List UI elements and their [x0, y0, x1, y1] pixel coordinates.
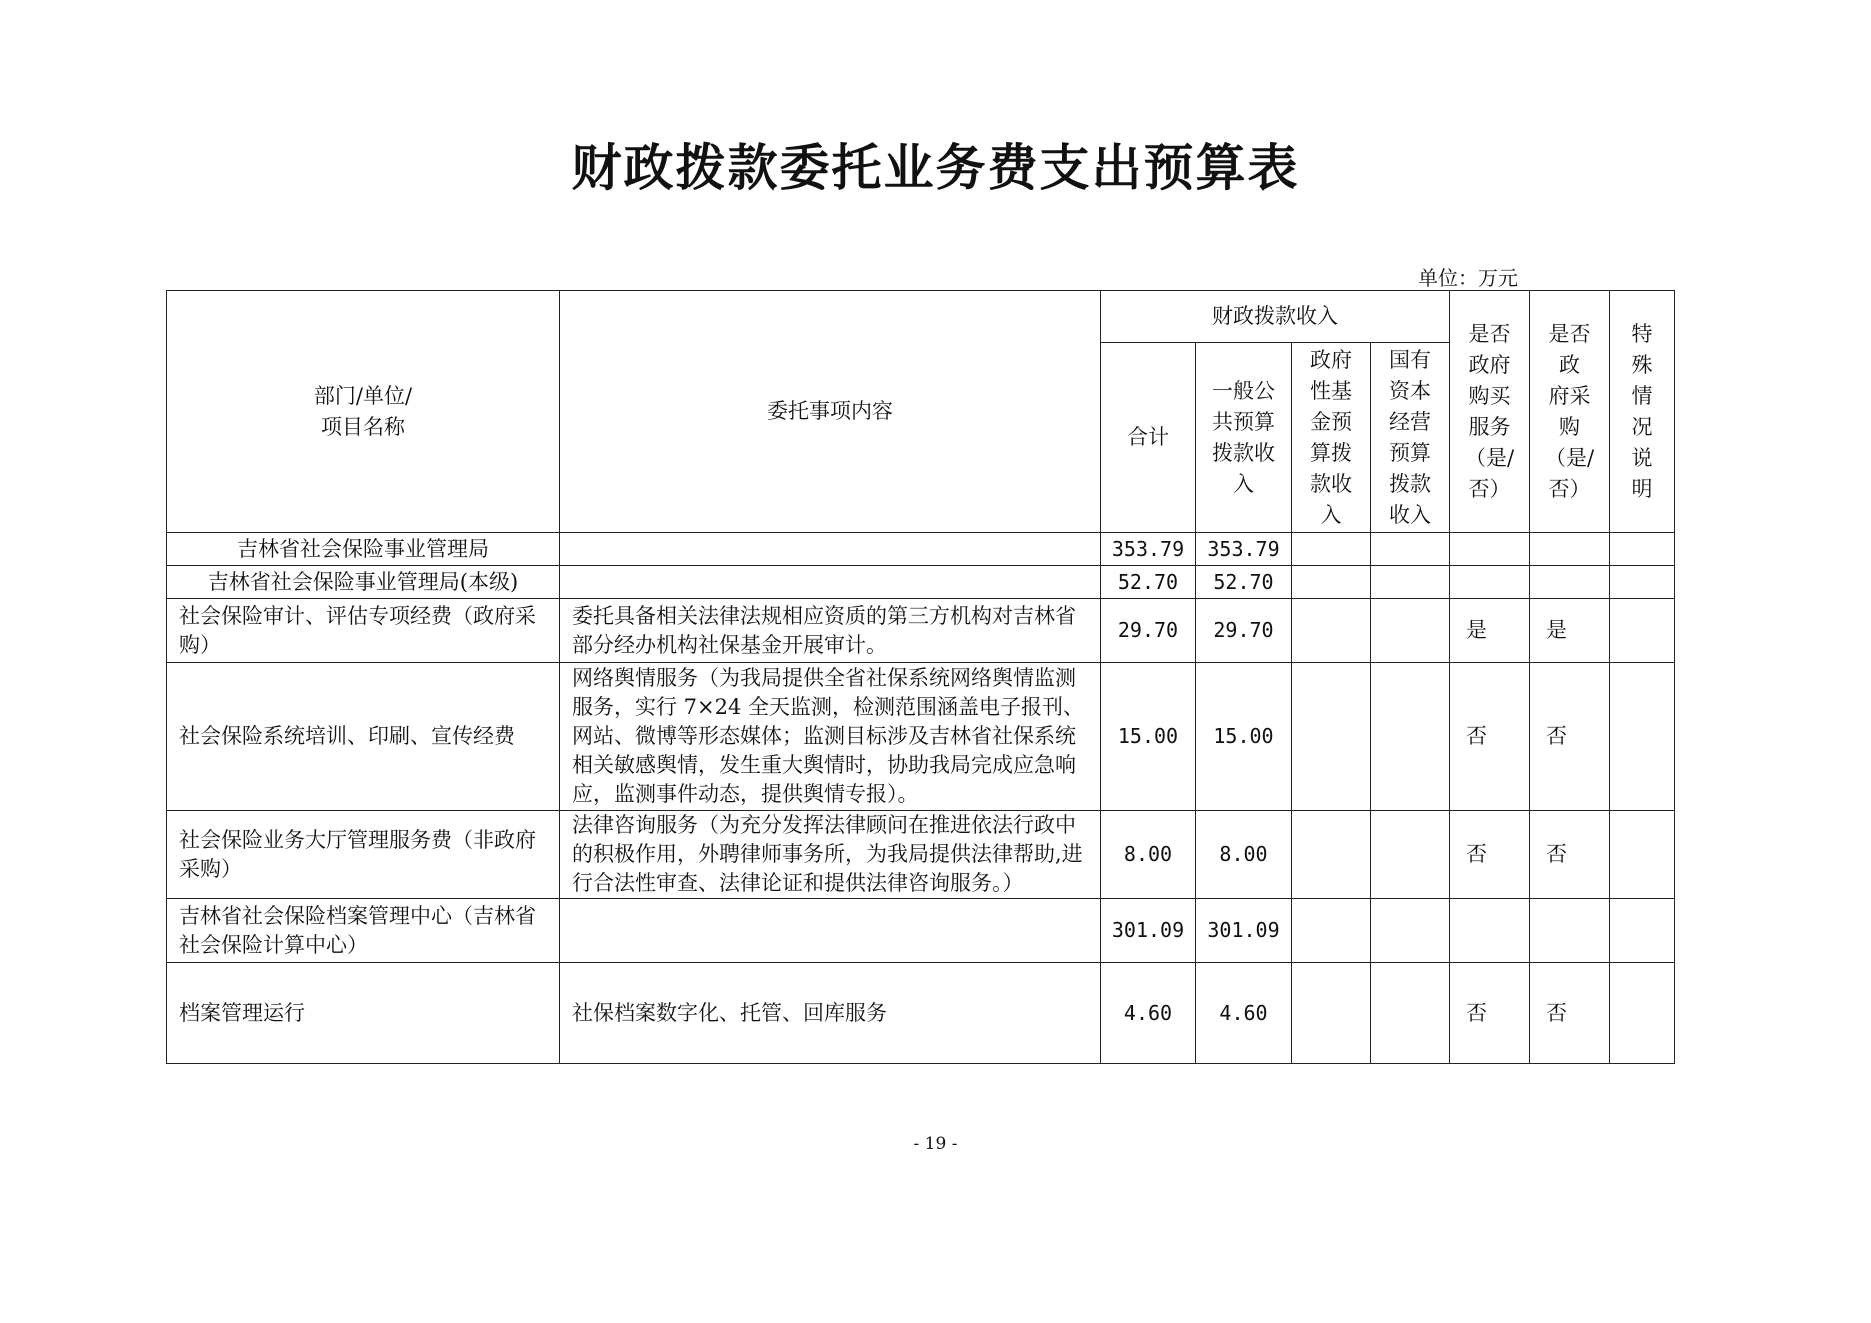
table-row	[167, 899, 1675, 963]
row-procurement	[1530, 899, 1610, 963]
row-general: 301.09	[1196, 899, 1292, 963]
row-content: 网络舆情服务（为我局提供全省社保系统网络舆情监测服务，实行 7×24 全天监测，检测范围涵盖电子报刊、网站、微博等形态媒体；监测目标涉及吉林省社保系统相关敏感舆情，发生重大舆情时，协助我局完成应急响应，监测事件动态，提供舆情专报）。	[560, 663, 1101, 811]
row-general: 15.00	[1196, 663, 1292, 811]
table-row	[167, 533, 1675, 566]
row-content: 社保档案数字化、托管、回库服务	[560, 963, 1101, 1064]
row-procurement: 是	[1530, 599, 1610, 663]
row-content	[560, 899, 1101, 963]
row-gov-fund	[1292, 566, 1371, 599]
row-service	[1450, 533, 1530, 566]
row-gov-fund	[1292, 963, 1371, 1064]
unit-label: 单位：万元	[1418, 266, 1518, 290]
row-state-capital	[1371, 811, 1450, 899]
header-content: 委托事项内容	[560, 291, 1101, 533]
row-general: 353.79	[1196, 533, 1292, 566]
row-state-capital	[1371, 533, 1450, 566]
row-procurement: 否	[1530, 811, 1610, 899]
row-general: 29.70	[1196, 599, 1292, 663]
row-content: 委托具备相关法律法规相应资质的第三方机构对吉林省部分经办机构社保基金开展审计。	[560, 599, 1101, 663]
row-procurement	[1530, 533, 1610, 566]
row-service: 否	[1450, 663, 1530, 811]
row-service: 是	[1450, 599, 1530, 663]
row-special	[1610, 663, 1675, 811]
table-row	[167, 663, 1675, 811]
row-total: 353.79	[1101, 533, 1196, 566]
header-gov-purchase-service: 是否 政府 购买 服务 （是/ 否）	[1450, 291, 1530, 533]
header-fiscal-group: 财政拨款收入	[1101, 291, 1450, 343]
row-service	[1450, 566, 1530, 599]
row-total: 4.60	[1101, 963, 1196, 1064]
row-total: 8.00	[1101, 811, 1196, 899]
row-total: 29.70	[1101, 599, 1196, 663]
row-name: 社会保险业务大厅管理服务费（非政府采购）	[167, 811, 560, 899]
row-state-capital	[1371, 963, 1450, 1064]
header-state-capital: 国有 资本 经营 预算 拨款 收入	[1371, 343, 1450, 533]
row-content	[560, 566, 1101, 599]
row-total: 301.09	[1101, 899, 1196, 963]
row-service: 否	[1450, 811, 1530, 899]
row-special	[1610, 599, 1675, 663]
row-state-capital	[1371, 599, 1450, 663]
table-row	[167, 811, 1675, 899]
row-gov-fund	[1292, 899, 1371, 963]
page-number: - 19 -	[913, 1134, 958, 1154]
row-service: 否	[1450, 963, 1530, 1064]
table-row	[167, 599, 1675, 663]
row-general: 8.00	[1196, 811, 1292, 899]
row-special	[1610, 566, 1675, 599]
row-procurement: 否	[1530, 663, 1610, 811]
row-content	[560, 533, 1101, 566]
row-general: 52.70	[1196, 566, 1292, 599]
header-gov-fund: 政府 性基 金预 算拨 款收 入	[1292, 343, 1371, 533]
row-procurement	[1530, 566, 1610, 599]
row-state-capital	[1371, 566, 1450, 599]
row-gov-fund	[1292, 599, 1371, 663]
row-service	[1450, 899, 1530, 963]
row-procurement: 否	[1530, 963, 1610, 1064]
row-special	[1610, 811, 1675, 899]
row-name: 社会保险审计、评估专项经费（政府采购）	[167, 599, 560, 663]
row-gov-fund	[1292, 663, 1371, 811]
budget-table	[166, 290, 1675, 1064]
table-row	[167, 566, 1675, 599]
row-special	[1610, 533, 1675, 566]
header-total: 合计	[1101, 343, 1196, 533]
row-state-capital	[1371, 899, 1450, 963]
row-total: 52.70	[1101, 566, 1196, 599]
row-name: 吉林省社会保险事业管理局	[167, 533, 560, 566]
row-special	[1610, 963, 1675, 1064]
header-gov-procurement: 是否 政 府采 购 （是/ 否）	[1530, 291, 1610, 533]
row-name: 吉林省社会保险事业管理局(本级)	[167, 566, 560, 599]
row-general: 4.60	[1196, 963, 1292, 1064]
row-state-capital	[1371, 663, 1450, 811]
page-title: 财政拨款委托业务费支出预算表	[571, 138, 1300, 197]
row-content: 法律咨询服务（为充分发挥法律顾问在推进依法行政中的积极作用，外聘律师事务所，为我局提供法律帮助,进行合法性审查、法律论证和提供法律咨询服务。）	[560, 811, 1101, 899]
header-dept: 部门/单位/ 项目名称	[167, 291, 560, 533]
row-special	[1610, 899, 1675, 963]
row-gov-fund	[1292, 533, 1371, 566]
row-name: 吉林省社会保险档案管理中心（吉林省社会保险计算中心）	[167, 899, 560, 963]
table-row	[167, 963, 1675, 1064]
row-total: 15.00	[1101, 663, 1196, 811]
row-name: 社会保险系统培训、印刷、宣传经费	[167, 663, 560, 811]
header-general: 一般公 共预算 拨款收 入	[1196, 343, 1292, 533]
header-special: 特 殊 情 况 说 明	[1610, 291, 1675, 533]
row-gov-fund	[1292, 811, 1371, 899]
row-name: 档案管理运行	[167, 963, 560, 1064]
